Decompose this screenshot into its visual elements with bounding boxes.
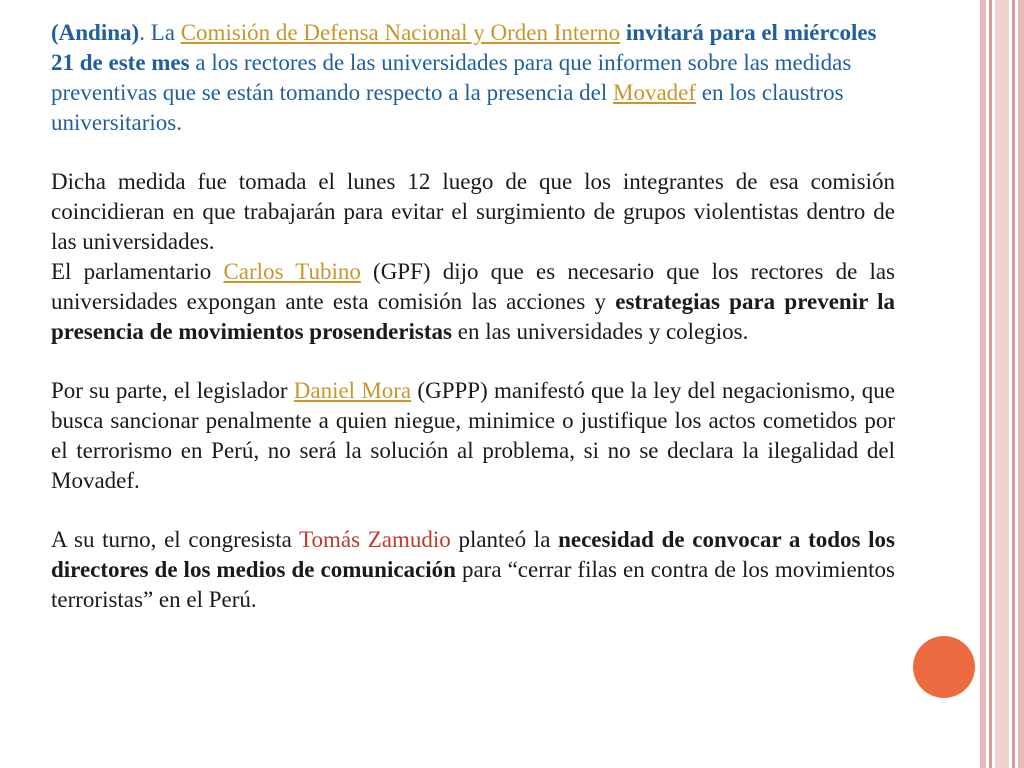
stripe <box>1018 0 1024 768</box>
text-run: a los rectores de las universidades para que informen sobre las medidas preventivas que se están tomando respecto a la presencia del <box>51 50 852 105</box>
link-comision-defensa[interactable]: Comisión de Defensa Nacional y Orden Interno <box>180 20 621 45</box>
bold-invitara: invitará para el miércoles 21 de este mes <box>51 20 877 75</box>
slide-text-body <box>51 18 895 615</box>
text-run: El parlamentario <box>51 259 224 284</box>
paragraph-mora <box>51 376 895 496</box>
paragraph-intro <box>51 18 895 138</box>
text-run: en las universidades y colegios. <box>452 319 749 344</box>
link-daniel-mora[interactable]: Daniel Mora <box>293 378 412 403</box>
text-run: (GPF) dijo que es necesario que los rectores de las universidades expongan ante esta comisión las acciones y <box>51 259 896 314</box>
link-carlos-tubino[interactable]: Carlos Tubino <box>223 259 361 284</box>
text-run: para “cerrar filas en contra de los movimientos terroristas” en el Perú. <box>51 557 895 612</box>
paragraph-tubino <box>51 257 895 347</box>
source-tag: (Andina) <box>51 20 140 45</box>
text-run: (GPPP) manifestó que la ley del negacionismo, que busca sancionar penalmente a quien niegue, minimice o justifique los actos cometidos por el terrorismo en Perú, no será la solución al problema, si no se declara la ilegalidad del Movadef. <box>51 378 895 493</box>
stripe <box>1012 0 1015 768</box>
stripe <box>980 0 986 768</box>
text-run: en los claustros universitarios. <box>51 80 844 135</box>
paragraph-dicha-medida: Dicha medida fue tomada el lunes 12 luego de que los integrantes de esa comisión coincidieran en que trabajarán para evitar el surgimiento de grupos violentistas dentro de las universidades. <box>51 169 895 254</box>
text-run: planteó la <box>450 527 559 552</box>
paragraph-gap <box>51 138 895 167</box>
text-run: . La <box>139 20 181 45</box>
decorative-side-stripes <box>980 0 1024 768</box>
name-tomas-zamudio: Tomás Zamudio <box>299 527 451 552</box>
text-run: A su turno, el congresista <box>51 527 300 552</box>
bold-estrategias: estrategias para prevenir la presencia de movimientos prosenderistas <box>51 289 895 344</box>
paragraph-zamudio <box>51 525 895 615</box>
link-movadef[interactable]: Movadef <box>613 80 697 105</box>
stripe <box>989 0 992 768</box>
paragraph-gap <box>51 347 895 376</box>
paragraph-gap <box>51 496 895 525</box>
bold-necesidad: necesidad de convocar a todos los directores de los medios de comunicación <box>51 527 895 582</box>
decorative-orange-circle <box>913 636 975 698</box>
text-run: Por su parte, el legislador <box>51 378 294 403</box>
stripe <box>995 0 1009 768</box>
